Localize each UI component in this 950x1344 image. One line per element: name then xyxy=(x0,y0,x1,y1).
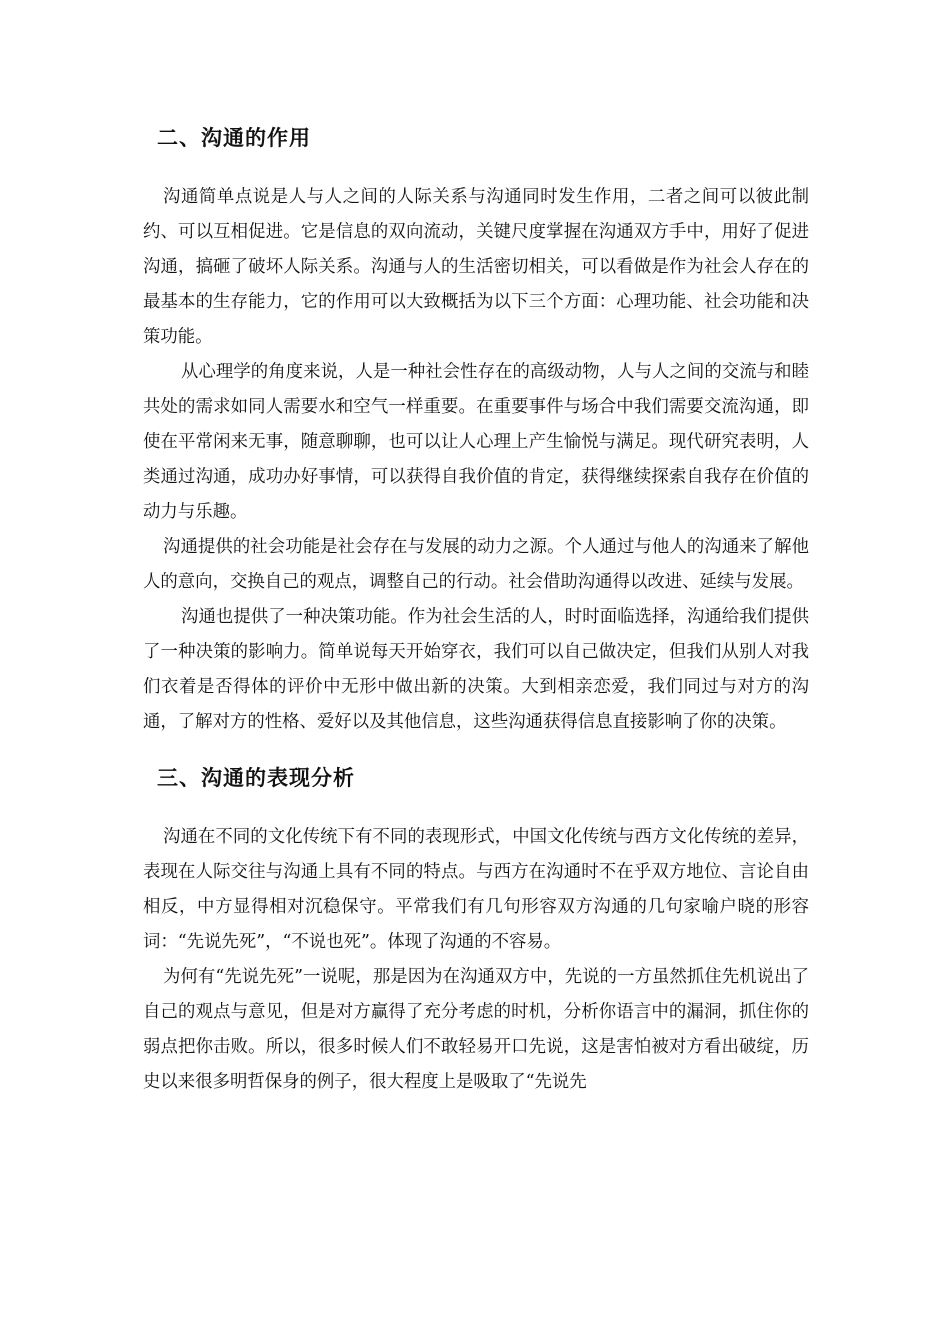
section-role-of-communication xyxy=(143,112,809,740)
paragraph: 沟通提供的社会功能是社会存在与发展的动力之源。个人通过与他人的沟通来了解他人的意向，交换自己的观点，调整自己的行动。社会借助沟通得以改进、延续与发展。 xyxy=(143,537,809,592)
paragraph: 沟通在不同的文化传统下有不同的表现形式，中国文化传统与西方文化传统的差异，表现在人际交往与沟通上具有不同的特点。与西方在沟通时不在乎双方地位、言论自由相反，中方显得相对沉稳保守。平常我们有几句形容双方沟通的几句家喻户晓的形容词：“先说先死”，“不说也死”。体现了沟通的不容易。 xyxy=(143,827,809,952)
section-heading: 三、沟通的表现分析 xyxy=(157,766,355,790)
paragraph: 为何有“先说先死”一说呢，那是因为在沟通双方中，先说的一方虽然抓住先机说出了自己的观点与意见，但是对方赢得了充分考虑的时机，分析你语言中的漏洞，抓住你的弱点把你击败。所以，很多时候人们不敢轻易开口先说，这是害怕被对方看出破绽，历史以来很多明哲保身的例子，很大程度上是吸取了“先说先 xyxy=(143,967,809,1092)
section-heading: 二、沟通的作用 xyxy=(157,126,311,150)
paragraph: 沟通也提供了一种决策功能。作为社会生活的人，时时面临选择，沟通给我们提供了一种决策的影响力。简单说每天开始穿衣，我们可以自己做决定，但我们从别人对我们衣着是否得体的评价中无形中做出新的决策。大到相亲恋爱，我们同过与对方的沟通，了解对方的性格、爱好以及其他信息，这些沟通获得信息直接影响了你的决策。 xyxy=(143,607,809,732)
paragraph: 从心理学的角度来说，人是一种社会性存在的高级动物，人与人之间的交流与和睦共处的需求如同人需要水和空气一样重要。在重要事件与场合中我们需要交流沟通，即使在平常闲来无事，随意聊聊，也可以让人心理上产生愉悦与满足。现代研究表明，人类通过沟通，成功办好事情，可以获得自我价值的肯定，获得继续探索自我存在价值的动力与乐趣。 xyxy=(143,362,809,522)
section-expression-analysis xyxy=(143,752,809,1100)
document-body xyxy=(143,112,809,1100)
paragraph: 沟通简单点说是人与人之间的人际关系与沟通同时发生作用，二者之间可以彼此制约、可以互相促进。它是信息的双向流动，关键尺度掌握在沟通双方手中，用好了促进沟通，搞砸了破坏人际关系。沟通与人的生活密切相关，可以看做是作为社会人存在的最基本的生存能力，它的作用可以大致概括为以下三个方面：心理功能、社会功能和决策功能。 xyxy=(143,187,809,347)
